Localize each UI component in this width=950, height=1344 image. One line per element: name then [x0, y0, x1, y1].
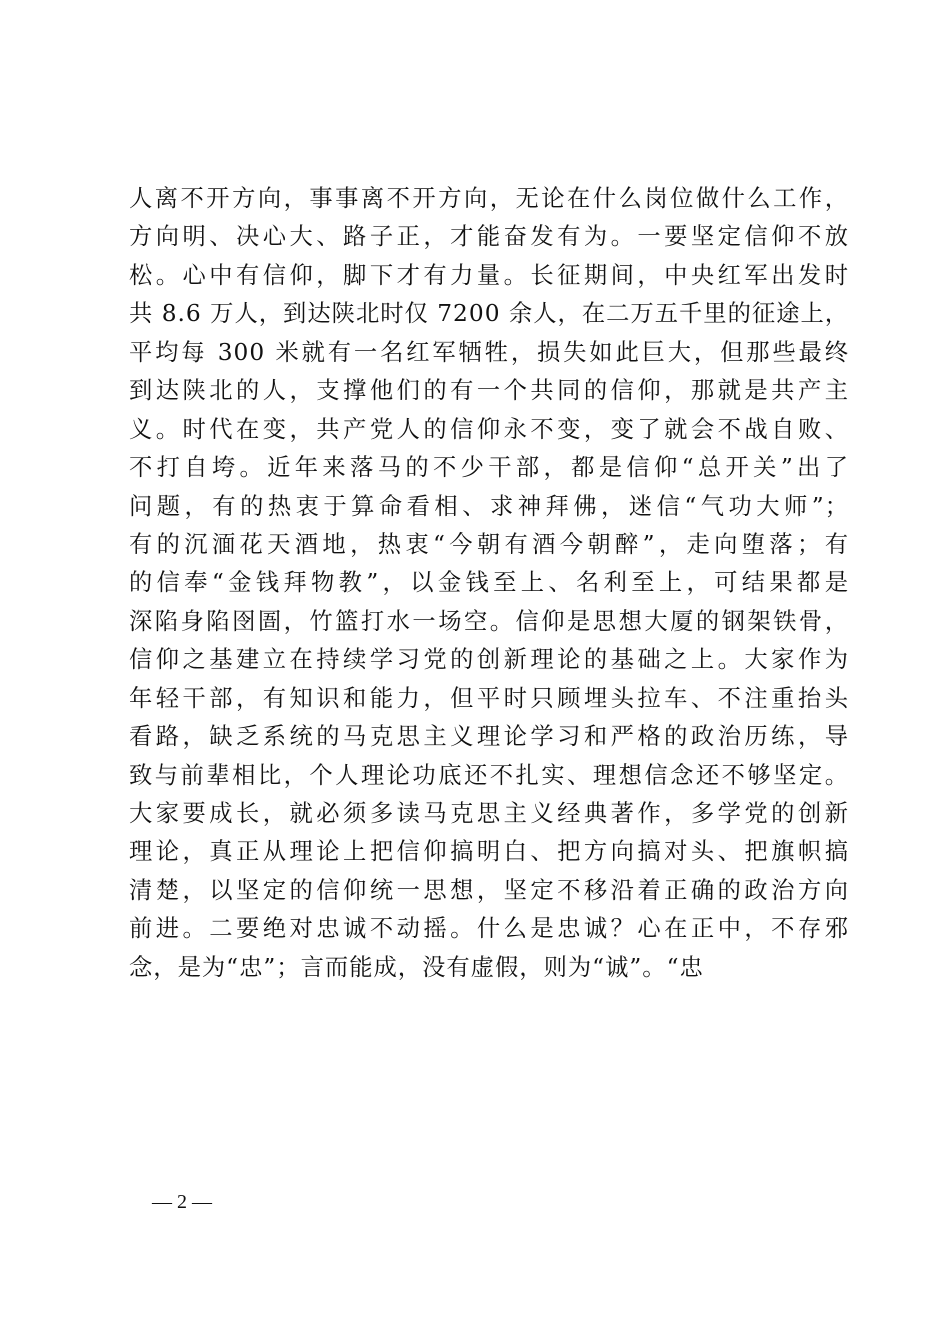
- text-line: 不打自垮。近年来落马的不少干部，都是信仰“总开关”出了: [129, 454, 849, 482]
- text-line: 平均每 300 米就有一名红军牺牲，损失如此巨大，但那些最终: [129, 338, 849, 366]
- text-line: 信仰之基建立在持续学习党的创新理论的基础之上。大家作为: [129, 646, 849, 674]
- text-line: 看路，缺乏系统的马克思主义理论学习和严格的政治历练，导: [129, 723, 849, 751]
- page-number: — 2 —: [152, 1191, 212, 1213]
- text-line: 理论，真正从理论上把信仰搞明白、把方向搞对头、把旗帜搞: [129, 838, 849, 866]
- text-line: 前进。二要绝对忠诚不动摇。什么是忠诚？心在正中，不存邪: [129, 915, 849, 943]
- text-line: 松。心中有信仰，脚下才有力量。长征期间，中央红军出发时: [129, 261, 849, 289]
- text-line: 到达陕北的人，支撑他们的有一个共同的信仰，那就是共产主: [129, 377, 849, 405]
- text-line: 问题，有的热衷于算命看相、求神拜佛，迷信“气功大师”；: [129, 492, 849, 520]
- text-line: 致与前辈相比，个人理论功底还不扎实、理想信念还不够坚定。: [129, 761, 849, 789]
- text-line: 的信奉“金钱拜物教”，以金钱至上、名利至上，可结果都是: [129, 569, 849, 597]
- text-line: 年轻干部，有知识和能力，但平时只顾埋头拉车、不注重抬头: [129, 684, 849, 712]
- body-text: [129, 180, 849, 987]
- text-line: 念，是为“忠”；言而能成，没有虚假，则为“诚”。“忠: [129, 953, 704, 981]
- text-line: 共 8.6 万人，到达陕北时仅 7200 余人，在二万五千里的征途上，: [129, 300, 850, 328]
- text-line: 方向明、决心大、路子正，才能奋发有为。一要坚定信仰不放: [129, 223, 849, 251]
- text-line: 人离不开方向，事事离不开方向，无论在什么岗位做什么工作，: [129, 185, 849, 212]
- text-line: 有的沉湎花天酒地，热衷“今朝有酒今朝醉”，走向堕落；有: [129, 530, 849, 558]
- text-line: 义。时代在变，共产党人的信仰永不变，变了就会不战自败、: [129, 415, 849, 443]
- text-line: 大家要成长，就必须多读马克思主义经典著作，多学党的创新: [129, 800, 849, 827]
- text-line: 清楚，以坚定的信仰统一思想，坚定不移沿着正确的政治方向: [129, 876, 849, 904]
- text-line: 深陷身陷囹圄，竹篮打水一场空。信仰是思想大厦的钢架铁骨，: [129, 607, 849, 635]
